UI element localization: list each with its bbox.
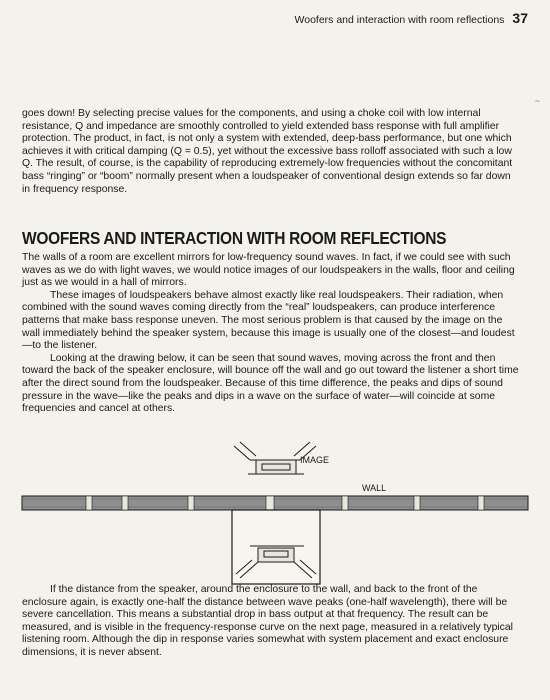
image-label: IMAGE [300, 455, 330, 465]
running-header [295, 10, 528, 26]
running-title: Woofers and interaction with room reflections [294, 14, 505, 26]
paragraph-top-text: goes down! By selecting precise values for the components, and using a choke coil with low internal resistance, Q and impedance are smoothly controlled to yield extended bass response with full amplifier protection. The product, in fact, is not only a system with extended, deep-bass performance, but one which achieves it with critical damping (Q = 0.5), yet without the excessive bass rolloff associated with such a low Q. The result, of course, is the capability of reproducing extremely-low frequencies without the concomitant bass “ringing” or “boom” normally present when a loudspeaker of conventional design extends so far down in frequency response. [22, 108, 513, 195]
paragraph-2: These images of loudspeakers behave almost exactly like real loudspeakers. Their radiation, when combined with the sound waves coming directly from the “real” loudspeakers, can produce interference patterns that make bass response uneven. The most serious problem is that caused by the image on the wall immediately behind the speaker system, because this image is usually one of the closest—and loudest—to the listener. [22, 289, 515, 352]
margin-mark: ~ [534, 96, 540, 106]
paragraph-top [22, 108, 520, 196]
wall [22, 496, 528, 510]
paragraph-3: Looking at the drawing below, it can be seen that sound waves, moving across the front and then toward the back of the speaker enclosure, will bounce off the wall and go out toward the listener a short time after the direct sound from the loudspeaker. Because of this time difference, the peaks and dips of sound pressure in the wave—like the peaks and dips in a wave on the surface of water—will coincide at some frequencies and cancel at others. [22, 352, 519, 415]
paragraph-1: The walls of a room are excellent mirrors for low-frequency sound waves. In fact, if we could see with such waves as we do with light waves, we would notice images of our loudspeakers in the walls, floor and ceiling just as we would in a hall of mirrors. [22, 252, 515, 289]
page-number: 37 [512, 10, 528, 26]
paragraph-bottom [22, 584, 520, 660]
section-heading: WOOFERS AND INTERACTION WITH ROOM REFLECTIONS [22, 229, 447, 249]
speaker-wall-diagram [0, 438, 550, 588]
wall-label: WALL [362, 483, 387, 493]
section-body [22, 252, 520, 416]
paragraph-bottom-text: If the distance from the speaker, around the enclosure to the wall, and back to the front of the enclosure again, is exactly one-half the distance between wave peaks (one-half wavelength), there will be severe cancellation. This means a substantial drop in bass output at that frequency. The result can be measured, and is visible in the frequency-response curve on the next page, measured in a relatively typical listening room. Although the dip in response varies somewhat with system placement and exact enclosure dimensions, it is never absent. [22, 584, 513, 658]
